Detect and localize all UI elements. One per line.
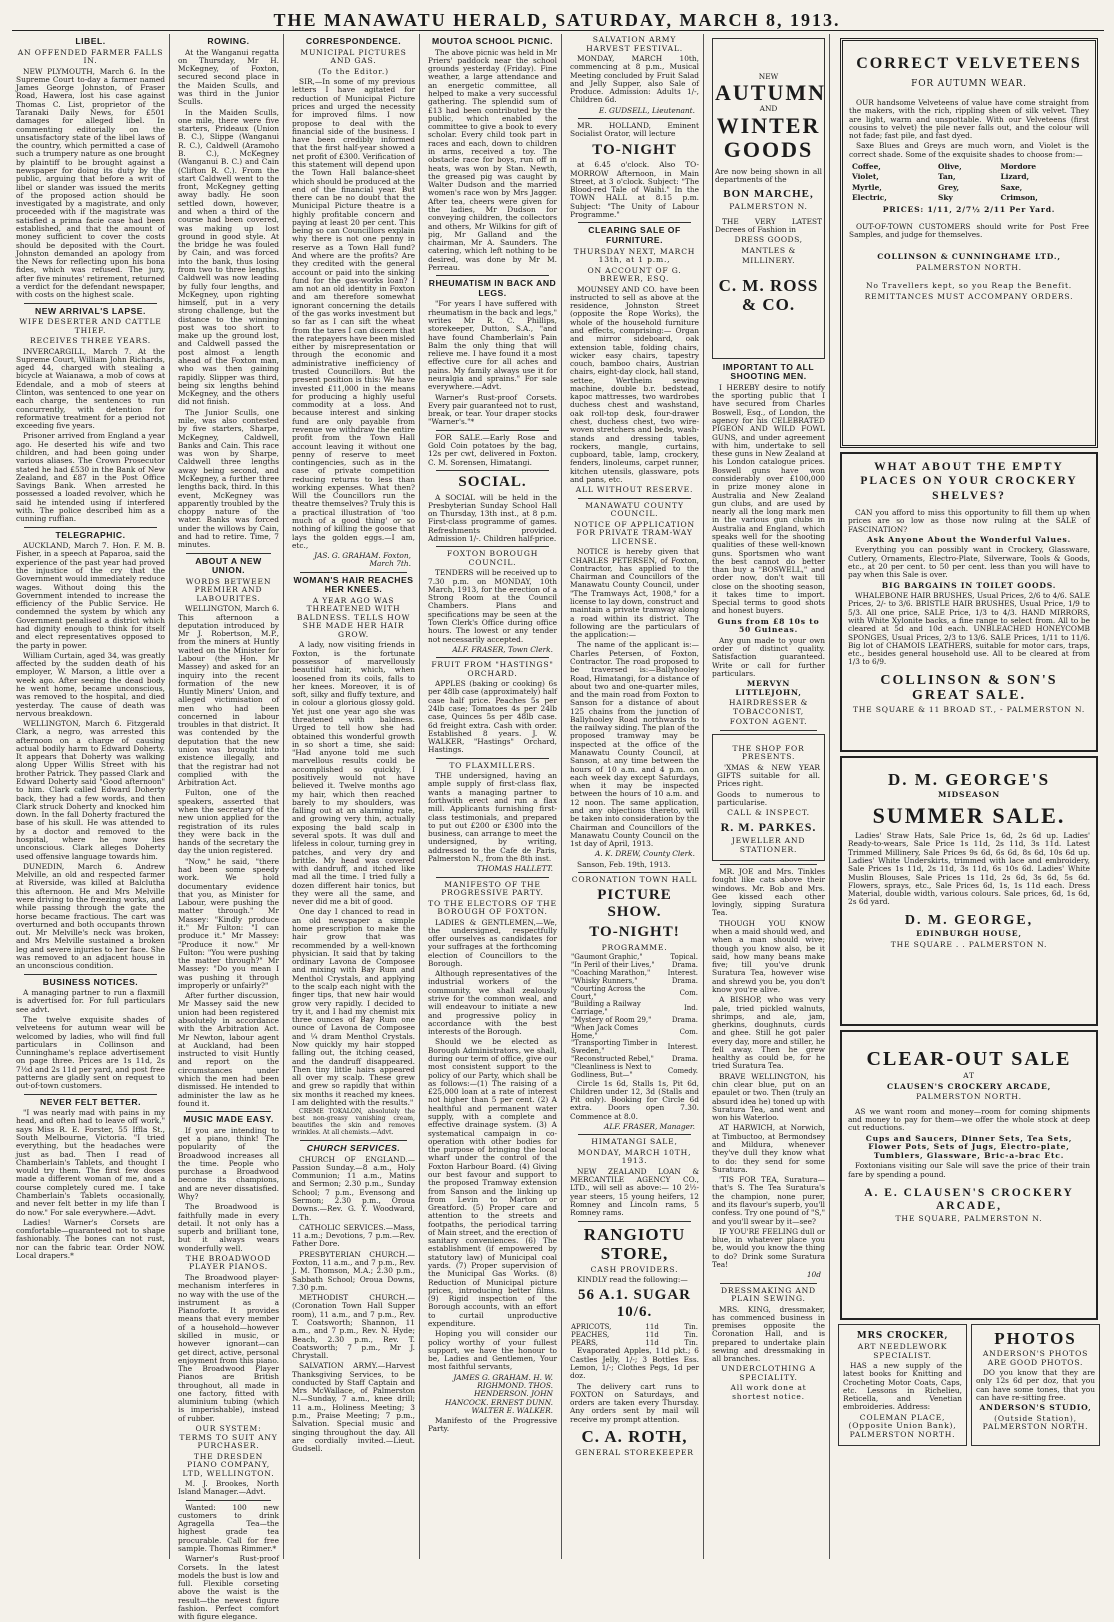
programme-title: "Transporting Timber in Sweden,"	[571, 1039, 658, 1056]
programme-heading: PROGRAMME.	[601, 942, 668, 952]
church-presbyterian: PRESBYTERIAN CHURCH.—Foxton, 11 a.m., and 7 p.m., Rev. J. M. Thomson, M.A.; 2.30 p.m., Sabbath School; Oroua Downs, 7.30 p.m.	[292, 1249, 415, 1292]
borough-heading: FOXTON BOROUGH COUNCIL.	[446, 549, 539, 567]
shade-cell: Saxe,	[1000, 182, 1023, 192]
correspondence-subheading: MUNICIPAL PICTURES AND GAS.	[300, 47, 407, 66]
rangiotu-item-cell: Tin.	[684, 1322, 698, 1331]
correspondence-to-editor: (To the Editor.)	[318, 66, 389, 76]
programme-title: "Courting Across the Court,"	[571, 984, 646, 1001]
programme-row	[570, 1025, 699, 1041]
shop-name: R. M. PARKES.	[720, 819, 817, 834]
tea-price: 10d	[806, 1270, 821, 1280]
church-heading: CHURCH SERVICES.	[306, 1142, 401, 1153]
for-sale-notice: FOR SALE.—Early Rose and Gold Coin potatoes by the bag, 12s per cwt, delivered in Foxton. C. M. Sorensen, Himatangi.	[428, 432, 557, 467]
business-notice-2: The twelve exquisite shades of velveteens for autumn wear will be welcomed by ladies, who will find full particulars in Collinson and Cunninghame's replace advertisement on page three. Prices are 1s 11d, 2s 7½d and 2s 11d per yard, and post free patterns are gladly sent on request to out-of-town customers.	[16, 1014, 165, 1091]
hair-body-1: A lady, now visiting friends in Foxton, is the fortunate possessor of marvellously beautiful hair, which, when loosened from its coils, falls to her knees. Moreover, it is of soft, silky and fluffy texture, and in colour a glorious glossy gold. Yet just one year ago she was threatened with baldness. Urged to tell how she had obtained this wonderful growth in so short a time, she said: "Had anyone told me such marvellous results could be accomplished so quickly, I positively would not have believed it. Twelve months ago my hair, which then reached barely to my shoulders, was falling out at an alarming rate, and growing very thin, actually exposing the bald scalp in several spots. It was dull and lifeless in colour, turning grey in patches, and very dry and brittle. My head was covered with dandruff, and itched like mad all the time. I tried fully a dozen different hair tonics, but they were all the same, and never did me a bit of good.	[292, 640, 415, 907]
manifesto-signatures: JAMES G. GRAHAM. H. W. RIGHMOND. THOS. HENDERSON. JOHN HANCOCK. ERNEST DUNN. WALTER E. WALKER.	[445, 1372, 553, 1415]
music-body-3: The Broadwood player-mechanism interferes in no way with the use of the instrument as a Pianoforte. It provides means that every member of a household—however skilled in music, or however ignorant—can get direct, active, personal enjoyment from this piano. The Broadwood Player Pianos are British throughout, all made in one factory, fitted with aluminium tubing (which is imperishable), instead of rubber.	[178, 1272, 279, 1423]
rangiotu-item-cell: 11d	[645, 1322, 659, 1331]
creme-tokalon-notice: CREME TOKALON, absolutely the best non-greasy vanishing cream, beautifies the skin and removes wrinkles. At all chemists.—Advt.	[292, 1108, 415, 1137]
shop-inspect: CALL & INSPECT.	[727, 808, 810, 818]
crocker-title: MRS CROCKER,	[856, 1331, 949, 1341]
salvation-heading: SALVATION ARMY HARVEST FESTIVAL.	[586, 35, 683, 53]
programme-kind: Ind.	[684, 1004, 698, 1013]
empty-title: WHAT ABOUT THE EMPTY PLACES ON YOUR CROCKERY SHELVES?	[860, 461, 1078, 502]
business-notices-heading: BUSINESS NOTICES.	[42, 976, 139, 987]
programme-title: "Gaumont Graphic,"	[571, 953, 643, 962]
programme-title: "Whisky Runners,"	[571, 976, 638, 985]
column-2	[174, 34, 284, 1622]
george-firm: D. M. GEORGE,	[904, 912, 1034, 928]
shade-cell: Electric,	[852, 192, 887, 202]
shade-cell: Coffee,	[852, 161, 881, 171]
county-subheading: NOTICE OF APPLICATION FOR PRIVATE TRAM-WAY LICENSE.	[574, 519, 695, 546]
tea-though: THOUGH YOU KNOW when a maid should wed, and when a man should wive; though you know also, be it said, how many beans make five; till you've drunk Suratura Tea, however wise and shrewd you be, you don't know you're alive.	[712, 918, 825, 994]
manifesto-body-2: Although representatives of the industrial workers of the community, we shall zealously strive for the common weal, and will endeavour to initiate a new and progressive policy in accordance with the best interests of the Borough.	[428, 969, 557, 1037]
clausen-place: PALMERSTON NORTH.	[916, 1092, 1022, 1102]
ad-ross: C. M. ROSS & CO.	[718, 275, 819, 314]
telegraphic-body-1: AUCKLAND, March 7. Hon. F. M. B. Fisher, in a speech at Paparoa, said the experience of the past year had proved the injustice of the cry that the Government would immediately reduce wages. Without doing this the Government intended to increase the efficiency of the Public Service. He condemned the system by which any Government penalised a district which had dignity enough to think for itself and elect representatives opposed to the party in power.	[16, 541, 165, 650]
crocker-ad	[838, 1324, 967, 1446]
manifesto-heading: MANIFESTO OF THE PROGRESSIVE PARTY.	[441, 879, 544, 898]
county-heading: MANAWATU COUNTY COUNCIL.	[585, 500, 684, 519]
clausen-firm: A. E. CLAUSEN'S CROCKERY ARCADE,	[864, 1186, 1074, 1212]
church-methodist: METHODIST CHURCH.—(Coronation Town Hall Supper room), 11 a.m., and 7 p.m., Rev. T. Coatsworth; Shannon, 11 a.m., and 7 p.m., Rev. N. Hyde; Beach, 2.30 p.m., Rev. T. Coatsworth; 7 p.m., Mr J. Chrystall.	[292, 1293, 415, 1361]
photos-address: (Outside Station), PALMERSTON NORTH.	[982, 1413, 1089, 1432]
shooting-signature-3: FOXTON AGENT.	[729, 717, 808, 727]
velveteens-ad	[840, 38, 1098, 448]
corset-notice-2: Warner's Rust-proof Corsets. In the latest models the bust is low and full. Flexible corseting above the waist is the result—the newest figure fashion. Perfect comfort with figure elegance.	[178, 1554, 279, 1622]
george-title: D. M. GEORGE'S	[887, 770, 1051, 789]
ad-palmerston: PALMERSTON N.	[729, 202, 808, 211]
borough-signature: ALF. FRASER, Town Clerk.	[452, 644, 553, 654]
george-midseason: MIDSEASON	[938, 790, 1000, 800]
programme-title: "Building a Railway Carriage,"	[571, 1000, 641, 1017]
picnic-body: The above picnic was held in Mr Priers' paddock near the school grounds yesterday (Friday). Fine weather, a large attendance and an energetic committee, all helped to make a very successful gathering. The splendid sum of £13 had been contributed by the public, which enabled the committee to give a book to every scholar. Every child took part in races and each, down to children in arms, received a toy. The obstacle race for boys, run off in heats, was won by Stan. Newth, the greased pig was caught by Walter Dudson and the married women's race won by Mrs Jagger. After tea, cheers were given for the ladies, Mr Dudson for conveying children, the collectors and others, Mr Wilkins for gift of pig, Mr Galland and the chairman, Mr A. Saunders. The catering, which left nothing to be desired, was done by Mr M. Perreau.	[428, 47, 557, 272]
libel-body: NEW PLYMOUTH, March 6. In the Supreme Court to-day a farmer named James George Johnston, of Fraser Road, Hawera, lost his case against Thomas C. List, proprietor of the Taranaki Daily News, for £501 damages for alleged libel. In commenting editorially on the unsatisfactory state of the libel laws of the country, which permitted a case of such a trumpery nature as one brought by plaintiff to be brought against a newspaper for doing its duty by the public, arguing that before a writ of libel or slander was issued the merits of the proposed action should be investigated by a magistrate, and only proceeded with if the magistrate was satisfied a prima facie case had been established, and that the amount of money sufficient to cover the costs should be deposited with the Court. Johnston demanded an apology from the News for reflecting upon his bona fides, which was refused. The jury, after five minutes' retirement, returned a verdict for the defendant newspaper, with costs on the highest scale.	[16, 66, 165, 300]
rangiotu-item-cell: PEACHES,	[571, 1330, 610, 1339]
programme-kind: Drama.	[671, 961, 698, 970]
hair-subheading: A YEAR AGO WAS THREATENED WITH BALDNESS. TELLS HOW SHE MADE HER HAIR GROW.	[296, 595, 411, 639]
george-summer-sale: SUMMER SALE.	[872, 802, 1066, 828]
programme-kind: Drama.	[671, 1055, 698, 1064]
velveteens-prices: PRICES: 1/11, 2/7½ 2/11 Per Yard.	[882, 205, 1056, 215]
salvation-body: MONDAY, MARCH 10th, commencing at 8 p.m., Musical Meeting concluded by Fruit Salad and Jelly Supper, also Sale of Produce. Admission: Adults 1/-, Children 6d.	[570, 54, 699, 105]
picture-show-title: PICTURE SHOW.	[597, 887, 672, 921]
picture-show-prices: Circle 1s 6d, Stalls 1s, Pit 6d, Children under 12, 3d (Stalls and Pit only). Booking for Circle 6d extra. Doors open 7.30. Commence at 8.0.	[570, 1078, 699, 1121]
rowing-body-3: The Junior Sculls, one mile, was also contested by five starters, Sharpe, McKegney, Caldwell, Banks and Cain. This race was won by Sharpe, Caldwell three lengths away being second, and McKegney, a further three lengths back, third. In this event, McKegney was apparently troubled by the choppy nature of the water. Banks was forced under the willows by Cain, and had to retire. Time, 7 minutes.	[178, 407, 279, 550]
ad-and: AND	[759, 104, 778, 114]
photos-body: DO you know that they are only 12s 6d per doz, that you can have some tones, that you can have re-sitting free.	[976, 1368, 1095, 1402]
programme-row	[570, 986, 699, 1002]
picnic-heading: MOUTOA SCHOOL PICNIC.	[431, 36, 554, 46]
shooting-signature-2: HAIRDRESSER & TOBACCONIST,	[728, 698, 809, 716]
programme-title: "Mystery of Room 29,"	[571, 1016, 652, 1024]
clearing-sale-account: ON ACCOUNT OF G. BREWER, ESQ.	[587, 265, 682, 284]
empty-firm: COLLINSON & SON'S	[880, 672, 1058, 688]
flaxmillers-body: THE undersigned, having an ample supply of first-class flax, wants a managing partner to forthwith erect and run a flax mill. Applicants furnishing first-class testimonials, and prepared to put out £200 or £300 into the business, can arrange to meet the undersigned, by writing, addressed to the Cafe de Paris, Palmerston N., from the 8th inst.	[428, 771, 557, 863]
shade-row	[849, 172, 1089, 182]
clearing-sale-date: THURSDAY NEXT, MARCH 13th, at 1 p.m.,	[573, 246, 696, 265]
rangiotu-item-cell: 11d	[645, 1330, 659, 1339]
empty-firm-2: GREAT SALE.	[911, 688, 1027, 704]
programme-kind: Interest.	[667, 1043, 698, 1052]
shop-body: 'XMAS & NEW YEAR GIFTS suitable for all. Prices right.	[717, 762, 820, 789]
ad-latest: THE VERY LATEST Decrees of Fashion in	[715, 216, 822, 234]
tea-tis: 'TIS FOR TEA, Suratura—that's S. The Tea Suratura's the champion, none purer, and its flavour's superb, you'll confess. Try one pound of "S," and you'll swear by it—see?	[712, 1175, 825, 1226]
tea-bishop: A BISHOP, who was very pale, tried pickled walnuts, shrimps, and ale, jam, gherkins, doughnuts, curds and ghee. Still he got paler every day, more and stiller, he fell away. Then he grew healthy as could be, for he tried Suratura Tea.	[712, 995, 825, 1071]
shade-row	[849, 183, 1089, 193]
shop-body-2: Goods to numerous to particularise.	[717, 789, 820, 807]
lapse-body-2: Prisoner arrived from England a year ago. He deserted his wife and two children, and had been going under various aliases. The Crown Prosecutor stated he had £530 in the Bank of New Zealand, and £87 in the Post Office Savings Bank. When arrested he possessed a loaded revolver, which he said he intended using if interfered with. The police described him as a cunning ruffian.	[16, 431, 165, 524]
photos-title: PHOTOS	[994, 1329, 1077, 1348]
velveteens-travellers: No Travellers kept, so you Reap the Benefit.	[865, 281, 1073, 291]
fruit-body: APPLES (baking or cooking) 6s per 48lb case (approximately) half case half price. Peaches 5s per 24lb case; Tomatoes 4s per 24lb case, Quinces 5s per 48lb case. 6d freight extra. Cash with order. Established 8 years. J. W. WALKER, "Hastings" Orchard, Hastings.	[428, 679, 557, 755]
photos-subheading: ANDERSON'S PHOTOS ARE GOOD PHOTOS.	[982, 1349, 1089, 1367]
lapse-subheading-2: RECEIVES THREE YEARS.	[29, 336, 152, 346]
county-date: Sanson, Feb. 19th, 1913.	[577, 859, 671, 869]
shade-cell: Grey,	[938, 182, 960, 192]
himatangi-date: MONDAY, MARCH 10TH, 1913.	[577, 1147, 692, 1166]
rangiotu-subheading: CASH PROVIDERS.	[590, 1264, 679, 1274]
manifesto-body-1: LADIES & GENTLEMEN,—We, the undersigned, respectfully offer ourselves as candidates for your suffrages at the forthcoming election of Councillors to the Borough.	[428, 917, 557, 968]
ad-new: NEW	[758, 72, 779, 81]
velveteens-shades	[849, 162, 1089, 203]
dressmaking-heading: DRESSMAKING AND PLAIN SEWING.	[721, 1285, 816, 1303]
empty-big-bargains: BIG BARGAINS IN TOILET GOODS.	[881, 580, 1057, 590]
autumn-goods-ad	[712, 38, 825, 359]
county-body-2: The name of the applicant is:—Charles Petersen, of Foxton, Contractor. The road proposed to be traversed is:—Ballyhooley Road, Himatangi, for a distance of about two and one-quarter miles, and the main road from Foxton to Sanson for a distance of about 125 chains from the junction of Ballyhooley Road northwards to the railway siding. The plan of the proposed tramway may be inspected at the office of the Manawatu County Council, at Sanson, at any time between the hours of 10 a.m. and 4 p.m. on each week day except Saturdays, when it may be inspected between the hours of 10 a.m. and 12 noon. The same application, and any objections thereto, will be taken into consideration by the Chairman and Councillors of the Manawatu County Council on the 1st day of April, 1913.	[570, 640, 699, 849]
holland-intro: MR. HOLLAND, Eminent Socialist Orator, will lecture	[570, 120, 699, 139]
church-salvation-army: SALVATION ARMY.—Harvest Thanksgiving Services, to be conducted by Staff Captain and Mrs McWallace, of Palmerston N.—Sunday, 7 a.m., knee drill; 11 a.m., Holiness Meeting; 3 p.m., Praise Meeting; 7 p.m., Salvation. Special music and singing throughout the day. All are cordially invited.—Lieut. Gudsell.	[292, 1361, 415, 1454]
union-subheading: WORDS BETWEEN PREMIER AND LABOURITES.	[185, 576, 272, 603]
lapse-subheading-1: WIFE DESERTER AND CATTLE THIEF.	[19, 317, 162, 335]
shade-cell: Sky	[938, 192, 953, 202]
rangiotu-item-cell: PEARS,	[571, 1338, 598, 1347]
flaxmillers-heading: TO FLAXMILLERS.	[449, 760, 536, 770]
velveteens-body-2: Saxe Blues and Greys are much worn, and Violet is the correct shade. Some of the exquisite shades to choose from:—	[849, 141, 1089, 159]
rowing-heading: ROWING.	[207, 36, 250, 46]
programme-row	[570, 1001, 699, 1017]
rangiotu-intro: KINDLY read the following:—	[577, 1275, 688, 1285]
programme-title: "When Jack Comes Home,"	[571, 1023, 639, 1040]
programme-kind: Interest.	[667, 969, 698, 978]
roth-title: C. A. ROTH,	[581, 1426, 688, 1446]
libel-heading: LIBEL.	[75, 36, 106, 46]
photos-ad	[971, 1324, 1100, 1446]
lapse-heading: NEW ARRIVAL'S LAPSE.	[35, 305, 146, 316]
programme-kind: Drama.	[671, 976, 698, 985]
shade-cell: Crimson,	[1000, 192, 1038, 202]
programme-title: "Reconstructed Rebel,"	[571, 1055, 654, 1064]
column-3	[288, 34, 420, 1559]
rangiotu-item-cell: Tin.	[684, 1338, 698, 1347]
shooting-price: Guns from £8 10s to 50 Guineas.	[717, 616, 820, 635]
ad-mantles: MANTLES &	[741, 245, 796, 255]
correspondence-heading: CORRESPONDENCE.	[305, 36, 402, 46]
bottom-ads	[838, 1324, 1100, 1446]
ad-winter: WINTER	[716, 112, 821, 138]
velveteens-subheading: FOR AUTUMN WEAR.	[911, 78, 1027, 89]
rowing-body-2: In the Maiden Sculls, one mile, there were five starters, Prideaux (Union B. C.), Slippe (Wanganui R. C.), Caldwell (Aramoho B. C.), McKegney (Wanganui B. C.) and Cain (Clifton R. C.). From the start Caldwell went to the front, McKegney getting away badly. He soon settled down, however, and when a third of the course had been covered, was making up lost ground in good style. At the bridge he was fouled by Cain, and was forced into the bank, thus losing from two to three lengths. Caldwell was now leading by fully four lengths, and McKegney, upon righting himself, put in a very strong challenge, but the distance to the winning post was too short to make up the ground lost, and Caldwell passed the post almost a length ahead of the Foxton man, who was then gaining rapidly. Slipper was third, being six lengths behind McKegney, and the others did not finish.	[178, 107, 279, 407]
holland-tonight: TO-NIGHT	[592, 141, 677, 158]
shade-cell: Violet,	[852, 172, 879, 182]
clausen-at: AT	[963, 1071, 975, 1081]
tea-feeling: IF YOU'RE FEELING dull or blue, in whatever place you be, would you know the thing to do? Drink some Suratura Tea!	[712, 1226, 825, 1269]
never-felt-better-heading: NEVER FELT BETTER.	[40, 1096, 141, 1107]
empty-ask: Ask Anyone About the Wonderful Values.	[866, 534, 1072, 544]
ad-goods: GOODS	[723, 136, 814, 162]
dressmaking-body: MRS. KING, dressmaker, has commenced business in premises opposite the Coronation Hall, and is prepared to undertake plain sewing and dressmaking in all branches.	[712, 1304, 825, 1364]
velveteens-body-1: OUR handsome Velveteens of value have come straight from the makers, with the rich, rippling sheen of silk velvet. They are light, warm and unspottable. With our Velveteens (first cousins to velvet) the pile never falls out, and the colour will not fade; fast pile, and fast dyed.	[849, 97, 1089, 141]
church-england: CHURCH OF ENGLAND.—Passion Sunday.—8 a.m., Holy Communion; 11 a.m., Matins and Sermon; 2.30 p.m., Sunday School; 7 p.m., Evensong and Sermon; 2.30 p.m., Oroua Downs.—Rev. G. Y. Woodward, L.Th.	[292, 1154, 415, 1222]
telegraphic-body-2: William Curtain, aged 34, was greatly affected by the sudden death of his employer, W. Marson, a little over a week ago. After seeing the dead body he went home, became unconscious, was removed to the hospital, and died yesterday. The cause of death was nervous breakdown.	[16, 650, 165, 718]
ad-millinery: MILLINERY.	[742, 256, 795, 266]
column-7	[834, 34, 1104, 1559]
music-body-1: If you are intending to get a piano, think! The popularity of the Broadwood increases all the time. People who purchase a Broadwood become its champions, and are never dissatisfied. Why?	[178, 1125, 279, 1201]
church-catholic: CATHOLIC SERVICES.—Mass, 11 a.m.; Devotions, 7 p.m.—Rev. Father Dore.	[292, 1222, 415, 1249]
music-body-2: The Broadwood is faithfully made in every detail. It not only has a superb and brilliant tone, but it always wears wonderfully well.	[178, 1202, 279, 1253]
programme-row	[570, 1064, 699, 1080]
shade-cell: Tan,	[938, 172, 956, 182]
clausen-square: THE SQUARE, PALMERSTON N.	[895, 1213, 1043, 1223]
shade-row	[849, 193, 1089, 203]
rheumatism-heading: RHEUMATISM IN BACK AND LEGS.	[428, 278, 557, 298]
shop-presents-ad	[712, 734, 825, 861]
programme-kind: Drama.	[671, 1016, 698, 1024]
velveteens-remittances: REMITTANCES MUST ACCOMPANY ORDERS.	[864, 291, 1074, 301]
rangiotu-sugar: 56 A.1. SUGAR 10/6.	[577, 1287, 691, 1321]
fruit-heading: FRUIT FROM "HASTINGS" ORCHARD.	[431, 660, 554, 678]
salvation-signature: E. GUDSELL, Lieutenant.	[598, 105, 695, 115]
rangiotu-item-cell: Tin.	[684, 1330, 698, 1339]
velveteens-body-3: OUT-OF-TOWN CUSTOMERS should write for Post Free Samples, and judge for themselves.	[849, 221, 1089, 239]
music-subheading-3: THE DRESDEN PIANO COMPANY, LTD, WELLINGTON.	[182, 1451, 275, 1478]
himatangi-body: NEW ZEALAND LOAN & MERCANTILE AGENCY CO., LTD., will sell as above:— 10 2½-year steers, 15 young heifers, 12 Romney and Lincoln rams, 5 Romney rams.	[570, 1166, 699, 1218]
empty-body-1: CAN you afford to miss this opportunity to fill them up when prices are so low as those now ruling at the SALE of FASCINATION?	[848, 508, 1090, 534]
holland-body: at 6.45 o'clock. Also TO-MORROW Afternoon, in Main Street, at 3 o'clock. Subject: "The Blood-red Tale of Waihi." In the TOWN HALL at 8.15 p.m. Subject: "The Unity of Labour Programme."	[570, 160, 699, 220]
union-body-4: After further discussion, Mr Massey said the new union had been registered absolutely in accordance with the Arbitration Act. Mr Newton, labour agent at Auckland, had been instructed to visit Huntly and report on the circumstances under which the men had been dismissed. He intended to administer the law as he found it.	[178, 991, 279, 1108]
clearing-sale-heading: CLEARING SALE OF FURNITURE.	[588, 225, 681, 245]
column-6	[708, 34, 830, 1559]
george-house: EDINBURGH HOUSE,	[916, 929, 1022, 939]
correspondence-signature: JAS. G. GRAHAM. Foxton, March 7th.	[314, 551, 411, 569]
county-signature: A. K. DREW, County Clerk.	[594, 849, 695, 859]
column-5	[566, 34, 704, 1559]
shade-cell: Olive,	[938, 161, 962, 171]
hair-body-2: One day I chanced to read in an old newspaper a simple home prescription to make the hair grow that was recommended by a well-known physician. It said that by taking ordinary Lavona de Composee and mixing with Bay Rum and Menthol Crystals, and applying to the scalp each night with the finger tips, that new hair would grow very rapidly. I decided to try it, and I had my chemist mix three ounces of Bay Rum one ounce of Lavona de Composee and ¼ dram Menthol Crystals. Now quickly my hair stopped falling out, the itching ceased, and the dandruff disappeared. Then tiny little hairs appeared all over my scalp. These grew and grew so rapidly that within six months it reached my knees. I am delighted with the results."	[292, 907, 415, 1107]
programme-kind: Com.	[679, 988, 698, 997]
social-body: A SOCIAL will be held in the Presbyterian Sunday School Hall on Thursday, 13th inst., at 8 p.m. First-class programme of games. Refreshments provided. Admission 1/-. Children half-price.	[428, 492, 557, 544]
velveteens-firm: COLLINSON & CUNNINGHAME LTD.,	[877, 252, 1061, 262]
picture-show-tonight: TO-NIGHT!	[589, 924, 680, 941]
picture-show-heading: CORONATION TOWN HALL	[571, 874, 698, 884]
telegraphic-heading: TELEGRAPHIC.	[55, 529, 126, 540]
social-heading: SOCIAL.	[458, 473, 527, 490]
empty-body-2: Everything you can possibly want in Crockery, Glassware, Cutlery, Ornaments, Electro-Plate, Silverware, Tools & Goods, etc., at 20 per cent. to 50 per cent. less than you will have to pay when this Sale is over.	[848, 545, 1090, 580]
never-felt-better-body: "I was nearly mad with pains in my head, and often had to leave off work," says Miss R. E. Forster, 55 Iffla St., South Melbourne, Victoria. "I tried everything, but the headaches were just as bad. Then I read of Chamberlain's Tablets, and thought I would try them. The first few doses made a different woman of me, and a course completely cured me. I take Chamberlain's Tablets occasionally, and never felt better in my life than I do now." For sale everywhere.—Advt.	[16, 1108, 165, 1217]
velveteens-place: PALMERSTON NORTH.	[916, 262, 1022, 272]
manifesto-body-3: Should we be elected as Borough Administrators, we shall, during our term of office, give our most consistent support to the policy of our Party, which shall be as follows:—(1) The raising of a £25,000 loan at a rate of interest not higher than 5 per cent. (2) A healthful and permanent water supply, with a complete and effective drainage system. (3) A systematical campaign in co-operation with other bodies for the purpose of bringing the local wharf under the control of the Foxton Harbour Board. (4) Giving our best favour and support to the proposed Tramway extension from Sanson and the linking up from Levin to Marton or Greatford. (5) Proper care and attention to the streets and footpaths, the periodical tarring of Main street, and the erection of sanitary conveniences. (6) The establishment (if empowered by statutory law) of Municipal coal yards. (7) Proper supervision of the Municipal Gas Works. (8) Reduction of Municipal picture prices, introducing better films. (9) Rigid inspection of the Borough accounts, with an effort to curtail unproductive expenditure.	[428, 1037, 557, 1329]
crocker-address: COLEMAN PLACE, (Opposite Union Bank), PALMERSTON NORTH.	[848, 1412, 957, 1439]
tea-notice: Wanted: 100 new customers to drink Agragella Tea—the highest grade tea procurable. Call for free sample. Thomas Rimmer.*	[178, 1502, 279, 1553]
clausen-body-2: Cups and Saucers, Dinner Sets, Tea Sets, Flower Pots, Sets of Jugs, Electro-plate, Tumblers, Glassware, Bric-a-brac Etc.	[865, 1133, 1073, 1160]
shop-heading: THE SHOP FOR PRESENTS.	[732, 743, 805, 762]
county-body-1: NOTICE is hereby given that CHARLES PETERSEN, of Foxton, Contractor, has applied to the Chairman and Councillors of the Manawatu County Council, under "The Tramways Act, 1908," for a license to lay down, construct and maintain a private tramway along a road within its district. The following are the particulars of the application:—	[570, 547, 699, 640]
business-notice-1: A managing partner to run a flaxmill is advertised for. For full particulars see advt.	[16, 988, 165, 1014]
picture-show-signature: ALF. FRASER, Manager.	[604, 1122, 695, 1132]
shooting-body-2: Any gun made to your own order of distinct quality. Satisfaction guaranteed. Write or call for further particulars.	[712, 635, 825, 678]
programme-table	[570, 954, 699, 1079]
clausen-body-3: Foxtonians visiting our Sale will save the price of their train fare by spending a pound.	[848, 1161, 1090, 1179]
shooting-heading: IMPORTANT TO ALL SHOOTING MEN.	[722, 361, 815, 382]
music-subheading-2: OUR SYSTEM: TERMS TO SUIT ANY PURCHASER.	[179, 1424, 278, 1451]
programme-kind: Comedy.	[667, 1066, 698, 1075]
crocker-subheading: ART NEEDLEWORK SPECIALIST.	[857, 1342, 948, 1360]
ad-dress-goods: DRESS GOODS,	[734, 235, 803, 245]
borough-body: TENDERS will be received up to 7.30 p.m. on MONDAY, 10th March, 1913, for the erection of a Strong Room at the Council Chambers. Plans and specifications may be seen at the Town Clerk's Office during office hours. The lowest or any tender not necessarily accepted.	[428, 568, 557, 644]
hair-heading: WOMAN'S HAIR REACHES HER KNEES.	[293, 574, 414, 595]
ad-bon-marche: BON MARCHE,	[723, 187, 814, 200]
shooting-signature: MERVYN LITTLEJOHN,	[735, 679, 802, 697]
clearing-sale-footer: ALL WITHOUT RESERVE.	[575, 485, 694, 495]
rangiotu-items	[570, 1324, 699, 1347]
programme-row	[570, 1040, 699, 1056]
shooting-body: I HEREBY desire to notify the sporting public that I have secured from Charles Boswell, Esq., of London, the agency for his CELEBRATED PIGEON AND WILD FOWL GUNS, and under agreement with him, undertake to sell these guns in New Zealand at his London catalogue prices. Boswell guns have won considerably over £100,000 in prize money alone in Australia and New Zealand gun clubs, and are used by nearly all the long mark men in the various gun clubs in Australia and England, which speaks well for the shooting qualities of these well-known guns. Sportsmen who want the best cannot do better than buy a "BOSWELL," and order now, don't wait till close on the shooting season, it takes time to import. Special terms to good shots and honest buyers.	[712, 382, 825, 616]
shade-cell: Lizard,	[1000, 172, 1030, 182]
manifesto-footer: Manifesto of the Progressive Party.	[428, 1416, 557, 1434]
music-subheading-1: THE BROADWOOD PLAYER PIANOS.	[185, 1253, 272, 1272]
clausen-sale-ad	[840, 1030, 1098, 1320]
libel-subheading: AN OFFENDED FARMER FALLS IN.	[17, 47, 164, 66]
shade-row	[849, 162, 1089, 172]
manifesto-subheading: TO THE ELECTORS OF THE BOROUGH OF FOXTON.	[428, 898, 557, 917]
rangiotu-title: RANGIOTU STORE,	[583, 1224, 686, 1263]
music-heading: MUSIC MADE EASY.	[183, 1114, 274, 1125]
velveteens-title: CORRECT VELVETEENS	[856, 55, 1082, 72]
column-1	[12, 34, 170, 1559]
rheumatism-body: "For years I have suffered with rheumatism in the back and legs," writes Mr R. C. Phillips, storekeeper, Dutton, S.A., "and have found Chamberlain's Pain Balm the only thing that will relieve me. I have found it a most effective cure for all aches and pains. My family always use it for neuralgia and sprains." For sale everywhere.—Advt.	[428, 299, 557, 392]
rangiotu-item-cell: 11d	[645, 1338, 659, 1347]
dressmaking-subheading: UNDERCLOTHING A SPECIALITY.	[721, 1364, 816, 1382]
dressmaking-footer: All work done at shortest notice.	[730, 1383, 807, 1401]
masthead-rule	[12, 30, 1104, 31]
correspondence-body: SIR,—In some of my previous letters I have agitated for reduction of Municipal Picture prices and urged the necessity for improved films. I now propose to deal with the financial side of the business. I have been credibly informed that the first half-year showed a net profit of £300. Verification of this statement will depend upon the Town Hall balance-sheet which should be produced at the end of the financial year. But there can be no doubt that the Municipal Picture theatre is a highly profitable concern and paying at least 20 per cent. This being so can Councillors explain why there is not one penny in reserve as a Town Hall fund? And where are the profits? Are they credited with the general account or paid into the sinking fund for the gas-works loan? I am not an old identity in Foxton and am therefore somewhat ignorant concerning the details of the gas works investment but so far as I can sift the wheat from the tares I can discern that the ratepayers have been misled either by misrepresentation or through the economic and administrative inefficiency of trusted Councillors. But the present position is this: We have invested £11,000 in the means for producing a highly useful commodity at a loss. And because interest and sinking fund are only payable from revenue we withdraw the entire profit from the Town Hall account leaving it without one penny of reserve to meet contingencies, such as in the case of private competition reducing returns to less than working expenses. What then? Will the Councillors run the theatre themselves? Truly this is a practical illustration of 'too much of a good thing' or so nothing of killing the goose that lays the golden eggs.—I am, etc.,	[292, 77, 415, 550]
empty-places-ad	[840, 452, 1098, 752]
corsets-notice: Ladies! Warner's Corsets are comfortable—guaranteed not to shape fashionably. The bones can not rust, nor can the fabric tear. Order NOW. Local drapers.*	[16, 1217, 165, 1260]
shade-cell: Mordore	[1000, 161, 1037, 171]
george-place: THE SQUARE . . PALMERSTON N.	[890, 939, 1048, 949]
manifesto-body-4: Hoping you will consider our policy worthy of your fullest support, we have the honour to be, Ladies and Gentlemen, Your most faithful servants,	[428, 1329, 557, 1372]
shade-cell: Myrtle,	[852, 182, 882, 192]
clearing-sale-body: MOUNSEY AND CO. have been instructed to sell as above at the residence, Johnston Street (opposite the Rope Works), the whole of the household furniture and effects, comprising:— Organ and mirror sideboard, oak extension table, folding chairs, wicker easy chairs, tapestry couch, bamboo chairs, Austrian chairs, eight-day clock, hall stand, settee, Wertheim sewing machine, double b.r. bedstead, kapoc mattresses, two wardrobes duchess chest and washstand, oak roll-top desk, four-drawer chest, duchess chest, two wire-woven stretchers and beds, wash-stands and dressing tables, rockers, mangle, curtains, cupboard, table, lamp, crockery, fenders, linoleums, carpet runner, kitchen utensils, glassware, pots and pans, etc.	[570, 284, 699, 485]
rangiotu-item-cell: APRICOTS,	[571, 1322, 612, 1331]
union-body-2: Fulton, one of the speakers, asserted that when the secretary of the new union applied for the registration of its rules they were back in the hands of the secretary the day the union registered.	[178, 788, 279, 856]
rowing-body-1: At the Wanganui regatta on Thursday, Mr H. McKegney, of Foxton, secured second place in the Maiden Sculls, and was third in the Junior Sculls.	[178, 47, 279, 107]
tea-wellington: BRAVE WELLINGTON, his chin clear blue, put on an epaulet or two. Then (truly an absurd idea he) toned up with Suratura Tea, and went and won his Waterloo.	[712, 1071, 825, 1123]
union-heading: ABOUT A NEW UNION.	[195, 555, 262, 576]
crocker-body: HAS a new supply of the latest books for Knitting and Crocheting Motor Coats, Caps, etc. Lessons in Richelieu, Reticella, and Venetian embroideries. Address:	[843, 1361, 962, 1412]
union-body-3: "Now," he said, "there had been some speedy work. We hold documentary evidence that you, as Minister for Labour, were pushing the matter through." Mr Massey: "Kindly produce it." Mr Fulton: "I can produce it." Mr Massey: "Produce it now." Mr Fulton: "You were pushing the matter through?" Mr Massey: "Do you mean I was pushing it through improperly or unfairly?"	[178, 856, 279, 990]
photos-firm: ANDERSON'S STUDIO,	[979, 1403, 1092, 1413]
roth-subheading: GENERAL STOREKEEPER	[575, 1447, 694, 1457]
telegraphic-body-4: DUNEDIN, March 6. Andrew Melville, an old and respected farmer at Riverside, was killed at Balclutha this afternoon. He and Mrs Melville were driving to the freezing works, and while passing through the gate the horse became fractious. The cart was overturned and both occupants thrown out. Mr Melville's neck was broken, and Mrs Melville sustained a broken leg and severe injuries to her face. She was removed to an adjacent house in an unconscious condition.	[16, 861, 165, 971]
masthead: THE MANAWATU HERALD, SATURDAY, MARCH 8, 1913.	[273, 10, 841, 30]
union-body-1: WELLINGTON, March 6. This afternoon a deputation introduced by Mr J. Robertson, M.P., from the miners at Huntly waited on the Minister for Labour (the Hon. Mr Massey) and asked for an inquiry into the recent formation of the new Huntly Miners' Union, and alleged victimisation of men who had been concerned in labour troubles in that district. It was contended by the deputation that the new union was brought into existence illegally, and that the registrar had not complied with the Arbitration Act.	[178, 604, 279, 788]
empty-place: THE SQUARE & 11 BROAD ST., - PALMERSTON N.	[852, 704, 1086, 714]
programme-kind: Com.	[679, 1027, 698, 1036]
programme-title: "In Peril of their Lives,"	[571, 961, 655, 970]
clausen-title: CLEAR-OUT SALE	[866, 1048, 1072, 1070]
himatangi-heading: HIMATANGI SALE,	[591, 1137, 678, 1147]
clausen-arcade: CLAUSEN'S CROCKERY ARCADE,	[886, 1081, 1052, 1091]
ad-shown: Are now being shown in all departments of the	[715, 167, 822, 185]
flaxmillers-signature: THOMAS HALLETT.	[476, 864, 553, 874]
clausen-body-1: AS we want room and money—room for coming shipments and money to pay for them—we offer the whole stock at deep cut reductions.	[848, 1106, 1090, 1133]
rheumatism-corsets: Warner's Rust-proof Corsets. Every pair guaranteed not to rust, break, or tear. Your draper stocks "Warner's."*	[428, 392, 557, 427]
shop-subheading: JEWELLER AND STATIONER.	[731, 836, 806, 854]
programme-title: "Coaching Marathon,"	[571, 969, 651, 978]
telegraphic-body-3: WELLINGTON, March 6. Fitzgerald Clark, a negro, was arrested this afternoon on a charge of causing actual bodily harm to Edward Doherty. It appears that Doherty was walking along Upper Willis Street with his brother Patrick. They passed Clark and Edward Doherty said "Good afternoon" to him. Clark called Edward Doherty back, they had a few words, and then Clark struck Doherty and knocked him down. In the fall Doherty fractured the base of his skull. He was attended to by a doctor and removed to the hospital, where he now lies unconscious. Clark alleges Doherty used offensive language towards him.	[16, 719, 165, 861]
tea-harwich: AT HARWICH, at Norwich, at Timbuctoo, at Bermondsey and Mildura, whenever they've dull they know what to do: they send for some Suratura.	[712, 1123, 825, 1174]
lapse-body-1: INVERCARGILL, March 7. At the Supreme Court, William John Richards, aged 44, charged with stealing a bicycle at Waianawa, a mob of cows at Edendale, and a mob of steers at Clinton, was sentenced to one year on each charge, the sentences to run concurrently, with detention for reformative treatment for a period not exceeding five years.	[16, 346, 165, 431]
george-body: Ladies' Straw Hats, Sale Price 1s, 6d, 2s 6d up. Ladies' Ready-to-wears, Sale Price 1s 11d, 2s 11d, 3s 11d. Latest Trimmed Millinery, Sale Prices 9s 6d, 6s 6d, 8s 6d, 10s 6d up. Ladies' White Underskirts, trimmed with lace and embroidery, Sale Prices 1s 11d, 2s 11d, 3s 11d, 6s 10s 6d. Ladies' White Muslin Blouses, Sale Prices 1s 11d, 2s 6d, 3s 6d, 5s 6d. Flowers, sprays, etc., Sale Prices 6d, 1s, 1s 11d each. Dress Material, double width, various colours. Sale prices, 6d, 1s 6d, 2s 6d yard.	[848, 831, 1090, 907]
tea-joe: MR. JOE and Mrs. Tinkles fought like cats above their windows. Mr. Bob and Mrs. Gee kissed each other lovingly, sipping Suratura Tea.	[712, 867, 825, 918]
music-signature: M. J. Brookes, North Island Manager.—Advt.	[178, 1479, 279, 1497]
column-4	[424, 34, 562, 1559]
george-sale-ad	[840, 756, 1098, 1026]
programme-title: "Cleanliness is Next to Godliness, But—"	[571, 1062, 652, 1079]
programme-kind: Topical.	[670, 953, 698, 962]
rangiotu-body-2: Evaporated Apples, 11d pkt.; 6 Castles Jelly, 1/-; 3 Bottles Ess. Lemon, 1/-; Clothes Pegs, 1d per doz.	[570, 1346, 699, 1381]
ad-autumn: AUTUMN	[715, 80, 826, 106]
empty-body-3: WHALEBONE HAIR BRUSHES, Usual Prices, 2/6 to 4/6. SALE Prices, 2/- to 3/6. BRISTLE HAIR BRUSHES, Usual Price, 1/9 to 5/3. All one price, SALE Price, 1/3 to 4/3. HAND MIRRORS, with White Xylonite backs, a fine range to select from. All to be cleared at 5d and 10d each. UNBLEACHED HONEYCOMB SPONGES, Usual Prices, 2/3 to 13/6. SALE Prices, 1/11 to 11/6. Big lot of CHAMOIS LEATHERS, suitable for motor cars, traps, etc., besides general household use. All to be cleared at from 1/3 to 6/9.	[848, 591, 1090, 667]
rangiotu-body-3: The delivery cart runs to FOXTON on Saturdays, and orders are taken every Thursday. Any orders sent by mail will receive my prompt attention.	[570, 1381, 699, 1424]
